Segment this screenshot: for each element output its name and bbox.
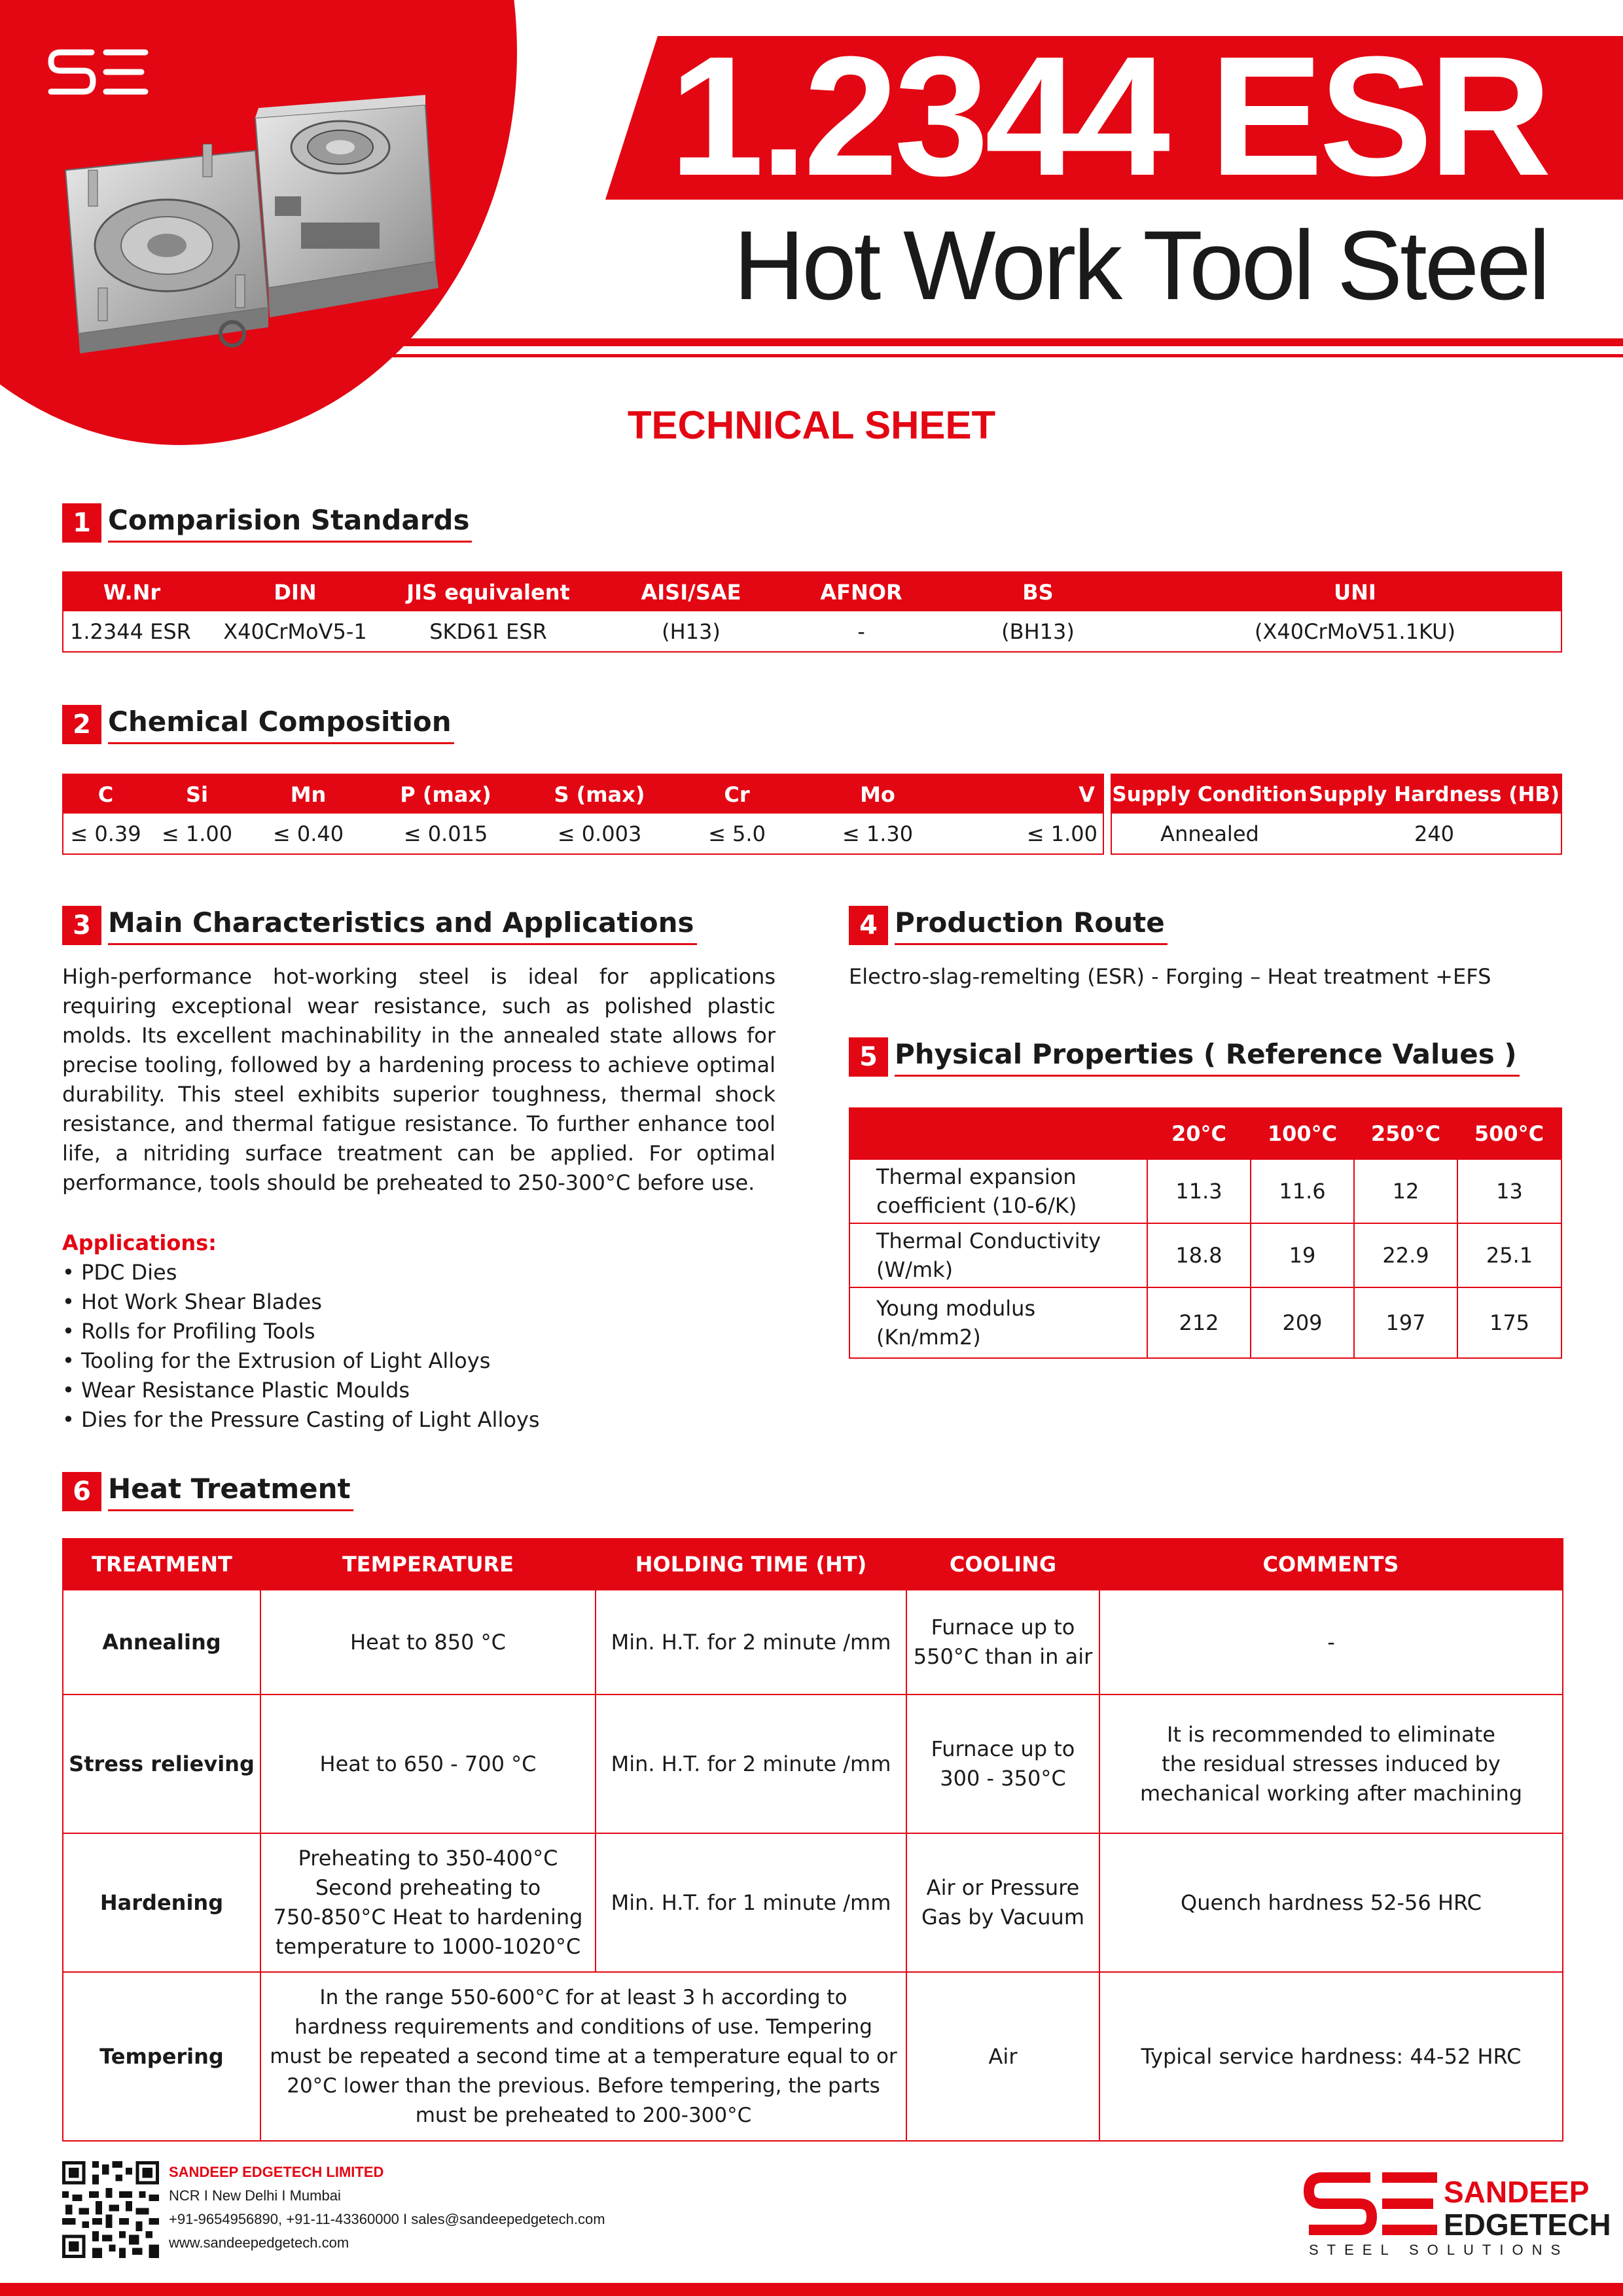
physical-cell: 209 — [1251, 1287, 1354, 1358]
mold-tool-image — [59, 92, 445, 353]
section-number: 6 — [62, 1472, 101, 1511]
heat-treatment-table — [62, 1538, 1563, 2142]
label-line: Thermal expansion — [876, 1164, 1077, 1189]
section-title: Physical Properties ( Reference Values ) — [895, 1034, 1520, 1077]
physical-row-label — [849, 1223, 1147, 1287]
text-line: It is recommended to eliminate — [1167, 1721, 1495, 1747]
treatment-cooling — [906, 1972, 1099, 2141]
section-heading-heat-treatment — [62, 1471, 353, 1511]
chemical-header: Cr — [678, 774, 796, 814]
chemical-header: Mn — [246, 774, 370, 814]
supply-cell: Annealed — [1160, 821, 1259, 846]
footer-contact[interactable]: +91-9654956890, +91-11-43360000 I sales@sandeepedgetech.com — [169, 2211, 605, 2227]
treatment-temperature — [260, 1695, 596, 1833]
chemical-header: Si — [148, 774, 246, 814]
treatment-cooling — [906, 1590, 1099, 1695]
standards-header: AFNOR — [796, 572, 927, 611]
treatment-name: Hardening — [63, 1833, 260, 1972]
chemical-header: V — [959, 774, 1103, 814]
text-line: In the range 550-600°C for at least 3 h according to — [319, 1985, 847, 2009]
text-line: 300 - 350°C — [940, 1766, 1066, 1791]
section-heading-production — [849, 905, 1168, 945]
chemical-cell: ≤ 1.30 — [842, 821, 914, 846]
physical-cell: 175 — [1457, 1287, 1561, 1358]
standards-cell: (H13) — [662, 619, 721, 644]
physical-cell: 212 — [1147, 1287, 1251, 1358]
physical-header: 100°C — [1251, 1108, 1354, 1159]
treatment-temperature — [260, 1590, 596, 1695]
treatment-cooling — [906, 1833, 1099, 1972]
supply-table — [1111, 774, 1562, 855]
header-divider-thin — [366, 354, 1623, 357]
heat-header: COOLING — [906, 1539, 1099, 1590]
section-number: 4 — [849, 906, 888, 945]
section-heading-comparison — [62, 502, 472, 543]
text-line: - — [1327, 1629, 1335, 1655]
logo-tagline: STEEL SOLUTIONS — [1309, 2242, 1569, 2258]
standards-cell: (X40CrMoV51.1KU) — [1255, 619, 1455, 644]
chemical-cell: ≤ 1.00 — [161, 821, 233, 846]
text-line: must be preheated to 200-300°C — [415, 2103, 752, 2127]
supply-header: Supply Hardness (HB) — [1308, 774, 1561, 814]
label-line: (Kn/mm2) — [876, 1325, 981, 1350]
standards-cell: - — [857, 619, 865, 644]
section-title: Production Route — [895, 903, 1168, 945]
footer-bar — [0, 2283, 1623, 2296]
treatment-comments — [1099, 1695, 1563, 1833]
chemical-cell: ≤ 5.0 — [708, 821, 766, 846]
label-line: coefficient (10-6/K) — [876, 1193, 1077, 1218]
chemical-cell: ≤ 0.40 — [272, 821, 344, 846]
text-line: the residual stresses induced by — [1162, 1751, 1501, 1776]
application-item: • Hot Work Shear Blades — [62, 1287, 322, 1317]
section-number: 2 — [62, 705, 101, 744]
chemical-header: Mo — [796, 774, 959, 814]
supply-cell: 240 — [1414, 821, 1455, 846]
section-title: Main Characteristics and Applications — [108, 903, 697, 945]
section-title: Heat Treatment — [108, 1469, 353, 1511]
text-line: Preheating to 350-400°C — [298, 1846, 558, 1871]
label-line: Thermal Conductivity — [876, 1229, 1101, 1253]
text-line: Furnace up to — [931, 1736, 1075, 1761]
sandeep-edgetech-logo — [1302, 2163, 1611, 2258]
section-number: 1 — [62, 503, 101, 543]
applications-label: Applications: — [62, 1230, 217, 1255]
text-line: hardness requirements and conditions of use. Tempering — [294, 2015, 872, 2039]
treatment-cooling — [906, 1695, 1099, 1833]
section-number: 3 — [62, 906, 101, 945]
physical-properties-table — [849, 1107, 1562, 1359]
chemical-cell: ≤ 0.39 — [70, 821, 141, 846]
physical-cell: 13 — [1457, 1159, 1561, 1223]
text-line: 20°C lower than the previous. Before tempering, the parts — [287, 2073, 880, 2098]
standards-header: JIS equivalent — [390, 572, 586, 611]
text-line: Gas by Vacuum — [921, 1905, 1084, 1929]
treatment-temperature — [260, 1972, 906, 2141]
logo-word-2: EDGETECH — [1444, 2208, 1611, 2242]
text-line: Quench hardness 52-56 HRC — [1181, 1890, 1482, 1915]
treatment-name: Annealing — [63, 1590, 260, 1695]
text-line: 550°C than in air — [913, 1644, 1093, 1669]
chemical-cell: ≤ 0.015 — [403, 821, 488, 846]
treatment-comments — [1099, 1972, 1563, 2141]
section-title: Chemical Composition — [108, 702, 454, 744]
standards-header: W.Nr — [63, 572, 200, 611]
text-line: Air or Pressure — [926, 1875, 1080, 1900]
physical-cell: 11.3 — [1147, 1159, 1251, 1223]
physical-cell: 25.1 — [1457, 1223, 1561, 1287]
treatment-temperature — [260, 1833, 596, 1972]
physical-row-label — [849, 1287, 1147, 1358]
physical-cell: 19 — [1251, 1223, 1354, 1287]
header-divider — [353, 338, 1623, 346]
treatment-name: Tempering — [63, 1972, 260, 2141]
footer-company-name: SANDEEP EDGETECH LIMITED — [169, 2164, 384, 2180]
section-number: 5 — [849, 1037, 888, 1077]
text-line: Heat to 650 - 700 °C — [319, 1751, 537, 1776]
se-logo-icon — [46, 46, 151, 98]
section-heading-physical — [849, 1036, 1520, 1077]
chemical-header: P (max) — [370, 774, 521, 814]
treatment-comments — [1099, 1833, 1563, 1972]
chemical-header: S (max) — [521, 774, 678, 814]
heat-header: TEMPERATURE — [260, 1539, 596, 1590]
product-subtitle: Hot Work Tool Steel — [733, 210, 1548, 320]
application-item: • Tooling for the Extrusion of Light Alloys — [62, 1346, 490, 1376]
physical-header: 500°C — [1457, 1108, 1561, 1159]
standards-header: AISI/SAE — [586, 572, 796, 611]
logo-word-1: SANDEEP — [1444, 2175, 1590, 2209]
text-line: mechanical working after machining — [1139, 1780, 1523, 1806]
qr-code-icon — [62, 2161, 159, 2258]
supply-header: Supply Condition — [1111, 774, 1308, 814]
chemical-table — [62, 774, 1104, 855]
label-line: (W/mk) — [876, 1257, 954, 1282]
text-line: 750-850°C Heat to hardening — [273, 1905, 583, 1929]
characteristics-text: High-performance hot-working steel is ideal for applications requiring exceptional wear resistance, such as polished plastic molds. Its excellent machinability in the annealed state allows for precise tooling, followed by a hardening process to achieve optimal durability. This steel exhibits superior toughness, thermal shock resistance, and thermal fatigue resistance. To further enhance tool life, a nitriding surface treatment can be applied. For optimal performance, tools should be preheated to 250-300°C before use. — [62, 964, 776, 1195]
text-line: Typical service hardness: 44-52 HRC — [1141, 2043, 1522, 2069]
text-line: Furnace up to — [931, 1615, 1075, 1640]
heat-header: TREATMENT — [63, 1539, 260, 1590]
section-heading-chemical — [62, 704, 454, 744]
section-heading-characteristics — [62, 905, 697, 945]
application-item: • Wear Resistance Plastic Moulds — [62, 1376, 410, 1405]
physical-cell: 22.9 — [1354, 1223, 1457, 1287]
standards-cell: SKD61 ESR — [429, 619, 547, 644]
footer-website[interactable]: www.sandeepedgetech.com — [169, 2234, 349, 2251]
application-item: • Dies for the Pressure Casting of Light Alloys — [62, 1405, 540, 1435]
physical-cell: 197 — [1354, 1287, 1457, 1358]
standards-table — [62, 571, 1562, 653]
standards-cell: X40CrMoV5-1 — [223, 619, 367, 644]
section-title: Comparision Standards — [108, 500, 472, 543]
text-line: Heat to 850 °C — [350, 1629, 506, 1655]
physical-cell: 18.8 — [1147, 1223, 1251, 1287]
heat-header: HOLDING TIME (HT) — [596, 1539, 906, 1590]
footer-locations: NCR I New Delhi I Mumbai — [169, 2187, 341, 2204]
standards-header: UNI — [1149, 572, 1561, 611]
treatment-comments — [1099, 1590, 1563, 1695]
label-line: Young modulus — [876, 1296, 1036, 1321]
chemical-cell: ≤ 0.003 — [557, 821, 642, 846]
application-item: • PDC Dies — [62, 1258, 177, 1287]
standards-header: DIN — [200, 572, 390, 611]
text-line: Second preheating to — [315, 1875, 541, 1900]
standards-cell: (BH13) — [1001, 619, 1075, 644]
document-title: TECHNICAL SHEET — [627, 403, 996, 447]
application-item: • Rolls for Profiling Tools — [62, 1317, 315, 1346]
chemical-header: C — [63, 774, 148, 814]
treatment-holding: Min. H.T. for 2 minute /mm — [596, 1695, 906, 1833]
standards-cell: 1.2344 ESR — [70, 619, 191, 644]
chemical-cell: ≤ 1.00 — [1026, 821, 1097, 846]
physical-header — [849, 1108, 1147, 1159]
treatment-name: Stress relieving — [63, 1695, 260, 1833]
production-route-text: Electro-slag-remelting (ESR) - Forging – Heat treatment +EFS — [849, 964, 1491, 989]
physical-header: 250°C — [1354, 1108, 1457, 1159]
text-line: temperature to 1000-1020°C — [275, 1934, 581, 1959]
physical-cell: 12 — [1354, 1159, 1457, 1223]
treatment-holding: Min. H.T. for 2 minute /mm — [596, 1590, 906, 1695]
heat-header: COMMENTS — [1099, 1539, 1563, 1590]
physical-cell: 11.6 — [1251, 1159, 1354, 1223]
standards-header: BS — [927, 572, 1149, 611]
physical-row-label — [849, 1159, 1147, 1223]
physical-header: 20°C — [1147, 1108, 1251, 1159]
product-title: 1.2344 ESR — [669, 22, 1548, 211]
text-line: Air — [988, 2043, 1018, 2069]
text-line: must be repeated a second time at a temperature equal to or — [270, 2044, 897, 2068]
treatment-holding: Min. H.T. for 1 minute /mm — [596, 1833, 906, 1972]
